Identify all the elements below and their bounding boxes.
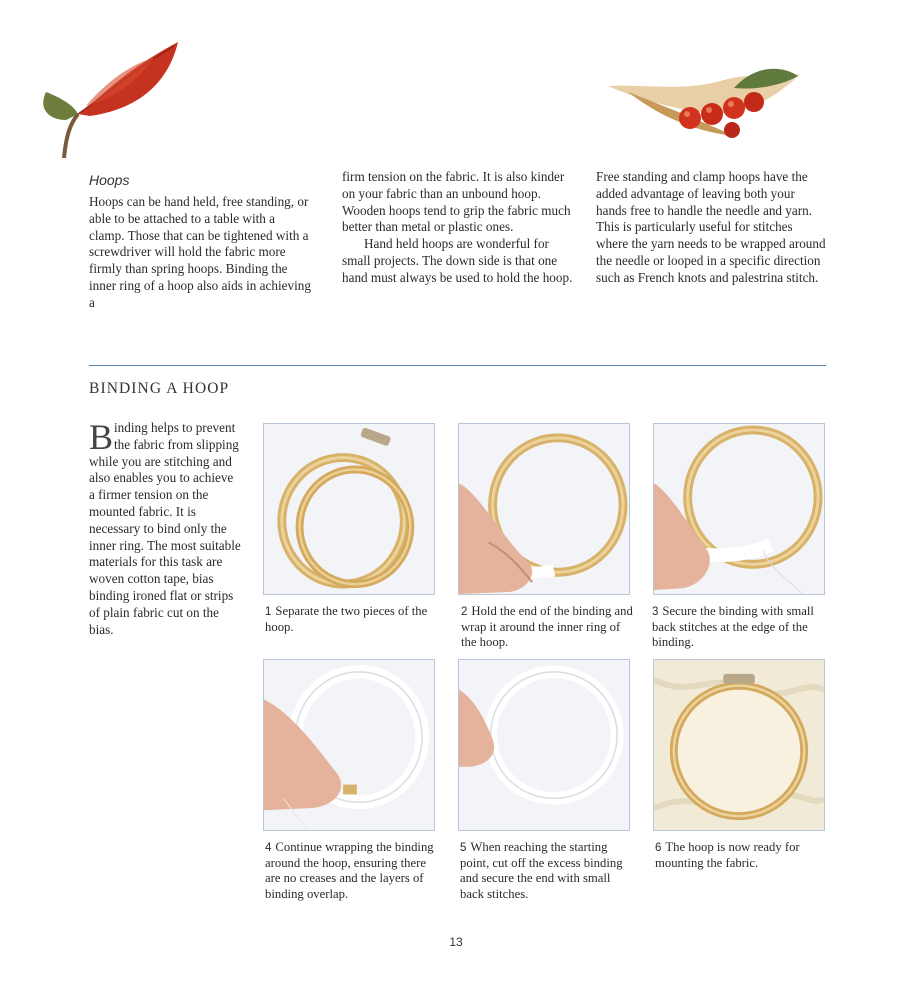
binding-intro-text: inding helps to prevent the fabric from slipping while you are stitching and also enables you to achieve a firmer tension on the mounted fabric. It is necessary to bind only the inner ring. The most suitable materials for this task are woven cotton tape, bias binding ironed flat or strips of plain fabric cut on the bias. — [89, 420, 241, 637]
hoops-heading: Hoops — [89, 172, 130, 188]
step-text: The hoop is now ready for mounting the fabric. — [655, 840, 800, 871]
step-4-photo — [263, 659, 435, 831]
step-5-caption — [460, 840, 632, 902]
hoops-column-3 — [596, 169, 828, 287]
step-text: Continue wrapping the binding around the hoop, ensuring there are no creases and the layers of binding overlap. — [265, 840, 434, 901]
red-leaf-illustration — [34, 36, 184, 162]
step-number: 2 — [461, 606, 468, 618]
step-2-photo — [458, 423, 630, 595]
step-5-photo — [458, 659, 630, 831]
step-4-caption — [265, 840, 437, 902]
step-number: 4 — [265, 842, 272, 854]
hoops-paragraph-3: Hand held hoops are wonderful for small projects. The down side is that one hand must always be used to hold the hoop. — [342, 236, 573, 285]
step-6-caption — [655, 840, 827, 871]
hoops-column-1 — [89, 194, 311, 312]
page-number: 13 — [449, 935, 463, 949]
hoops-paragraph-1: Hoops can be hand held, free standing, or able to be attached to a table with a clamp. Those that can be tightened with a screwdriver will hold the fabric more firmly than spring hoops. Binding the inner ring of a hoop also aids in achieving a — [89, 194, 311, 310]
step-1-photo — [263, 423, 435, 595]
step-text: When reaching the starting point, cut off the excess binding and secure the end with small back stitches. — [460, 840, 623, 901]
section-divider — [89, 365, 826, 366]
hoops-paragraph-4: Free standing and clamp hoops have the added advantage of leaving both your hands free to handle the needle and yarn. This is particularly useful for stitches where the yarn needs to be wrapped around the needle or looped in a specific direction such as French knots and palestrina stitch. — [596, 169, 826, 285]
step-1-caption — [265, 604, 437, 635]
drop-cap: B — [89, 417, 114, 457]
step-text: Separate the two pieces of the hoop. — [265, 604, 428, 635]
berries-illustration — [604, 62, 804, 148]
step-text: Secure the binding with small back stitches at the edge of the binding. — [652, 604, 814, 650]
step-number: 3 — [652, 606, 659, 618]
binding-heading: BINDING A HOOP — [89, 380, 230, 397]
step-3-caption — [652, 604, 824, 651]
step-6-photo — [653, 659, 825, 831]
step-2-caption — [461, 604, 633, 651]
step-number: 6 — [655, 842, 662, 854]
step-number: 5 — [460, 842, 467, 854]
hoops-paragraph-2: firm tension on the fabric. It is also kinder on your fabric than an unbound hoop. Wooden hoops tend to grip the fabric much better than metal or plastic ones. — [342, 169, 571, 235]
hoops-column-2 — [342, 169, 574, 287]
step-text: Hold the end of the binding and wrap it around the inner ring of the hoop. — [461, 604, 633, 650]
binding-intro — [89, 417, 241, 638]
step-3-photo — [653, 423, 825, 595]
step-number: 1 — [265, 606, 272, 618]
